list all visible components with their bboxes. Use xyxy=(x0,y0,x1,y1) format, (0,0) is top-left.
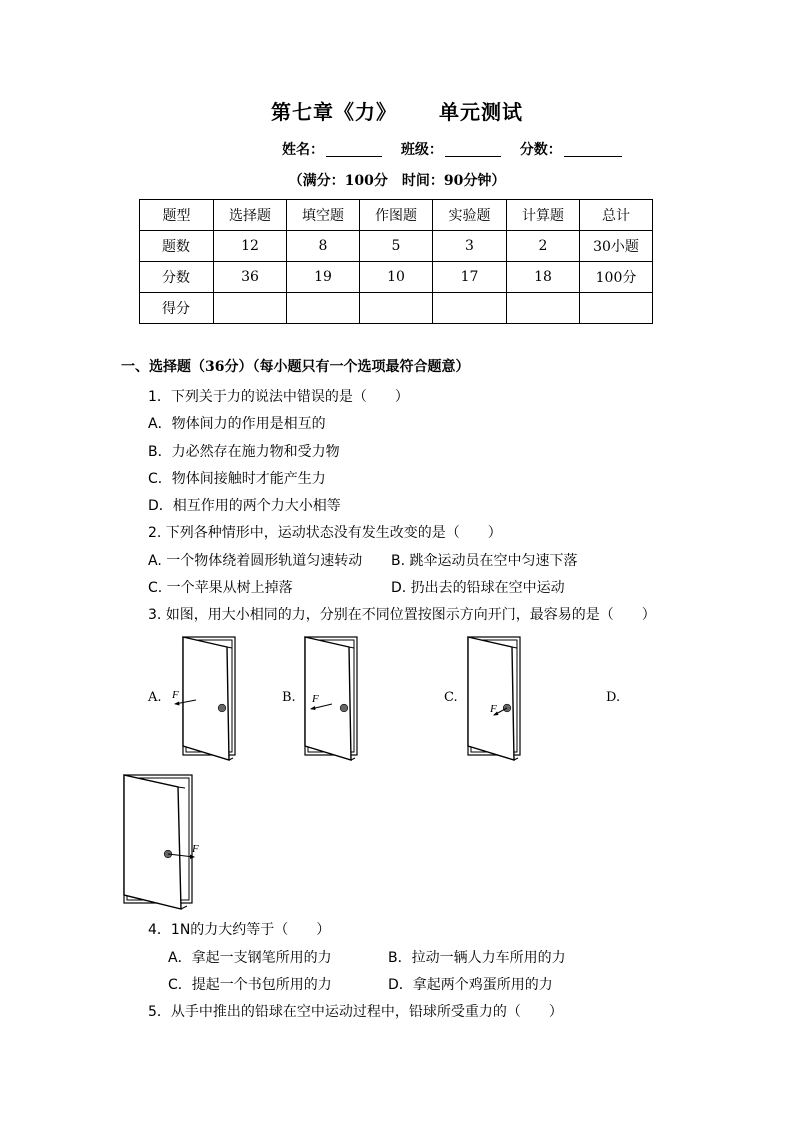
table-cell: 19 xyxy=(287,262,360,293)
table-cell: 100分 xyxy=(580,262,653,293)
score-input-cell[interactable] xyxy=(360,293,433,324)
figure-label-c: C. xyxy=(444,690,458,705)
question-2-option-c: C. 一个苹果从树上掉落 xyxy=(148,580,293,596)
question-4-option-b: B．拉动一辆人力车所用的力 xyxy=(388,950,566,966)
table-cell: 8 xyxy=(287,231,360,262)
force-label: F xyxy=(172,689,179,701)
question-1-option-d: D．相互作用的两个力大小相等 xyxy=(148,498,341,514)
question-1-option-b: B．力必然存在施力物和受力物 xyxy=(148,444,340,460)
door-figure-b xyxy=(302,634,362,762)
question-1-stem: 1．下列关于力的说法中错误的是（ ） xyxy=(148,389,409,405)
table-header: 计算题 xyxy=(507,200,580,231)
score-label: 分数： xyxy=(519,142,562,158)
score-input-cell[interactable] xyxy=(507,293,580,324)
question-1-option-a: A．物体间力的作用是相互的 xyxy=(148,416,326,432)
figure-label-a: A. xyxy=(148,690,162,705)
question-2-stem: 2. 下列各种情形中，运动状态没有发生改变的是（ ） xyxy=(148,525,502,541)
question-4-option-c: C．提起一个书包所用的力 xyxy=(168,977,332,993)
table-cell: 12 xyxy=(214,231,287,262)
table-row xyxy=(140,231,653,262)
table-cell: 30小题 xyxy=(580,231,653,262)
table-cell: 分数 xyxy=(140,262,214,293)
door-figure-d xyxy=(121,772,201,912)
question-2-option-a: A. 一个物体绕着圆形轨道匀速转动 xyxy=(148,553,363,569)
table-header-row xyxy=(140,200,653,231)
score-input-cell[interactable] xyxy=(580,293,653,324)
section-heading: 一、选择题（36分）（每小题只有一个选项最符合题意） xyxy=(121,359,470,375)
table-cell: 5 xyxy=(360,231,433,262)
score-table xyxy=(139,199,653,324)
score-input-cell[interactable] xyxy=(287,293,360,324)
table-header: 题型 xyxy=(140,200,214,231)
score-input-cell[interactable] xyxy=(433,293,507,324)
class-field[interactable] xyxy=(445,142,501,157)
table-cell: 3 xyxy=(433,231,507,262)
question-2-option-b: B. 跳伞运动员在空中匀速下落 xyxy=(391,553,578,569)
force-label: F xyxy=(312,693,319,705)
name-field[interactable] xyxy=(326,142,382,157)
table-header: 总计 xyxy=(580,200,653,231)
figure-label-b: B. xyxy=(282,690,296,705)
door-figure-c xyxy=(465,634,525,762)
name-label: 姓名： xyxy=(282,142,324,158)
table-cell: 17 xyxy=(433,262,507,293)
question-4-option-d: D．拿起两个鸡蛋所用的力 xyxy=(388,977,553,993)
student-info xyxy=(282,139,622,159)
table-row xyxy=(140,293,653,324)
table-header: 实验题 xyxy=(433,200,507,231)
table-header: 填空题 xyxy=(287,200,360,231)
title-chapter: 第七章《力》 xyxy=(271,100,397,124)
score-input-cell[interactable] xyxy=(214,293,287,324)
question-2-option-d: D. 扔出去的铅球在空中运动 xyxy=(391,580,565,596)
question-5-stem: 5．从手中推出的铅球在空中运动过程中，铅球所受重力的（ ） xyxy=(148,1004,563,1020)
table-cell: 2 xyxy=(507,231,580,262)
exam-subtitle: （满分：100分 时间：90分钟） xyxy=(288,173,506,189)
title-test: 单元测试 xyxy=(439,100,523,124)
figure-label-d: D. xyxy=(606,690,621,705)
question-1-option-c: C．物体间接触时才能产生力 xyxy=(148,471,326,487)
force-label: F xyxy=(490,703,497,715)
table-cell: 得分 xyxy=(140,293,214,324)
table-header: 选择题 xyxy=(214,200,287,231)
table-header: 作图题 xyxy=(360,200,433,231)
table-cell: 10 xyxy=(360,262,433,293)
question-4-stem: 4．1N的力大约等于（ ） xyxy=(148,922,331,938)
force-label: F xyxy=(192,843,199,855)
door-figure-a xyxy=(172,634,240,762)
class-label: 班级： xyxy=(400,142,443,158)
page-title xyxy=(0,96,794,125)
table-cell: 36 xyxy=(214,262,287,293)
question-4-option-a: A．拿起一支钢笔所用的力 xyxy=(168,950,332,966)
table-cell: 题数 xyxy=(140,231,214,262)
question-3-stem: 3. 如图，用大小相同的力，分别在不同位置按图示方向开门，最容易的是（ ） xyxy=(148,607,656,623)
table-row xyxy=(140,262,653,293)
score-field[interactable] xyxy=(564,142,622,157)
table-cell: 18 xyxy=(507,262,580,293)
